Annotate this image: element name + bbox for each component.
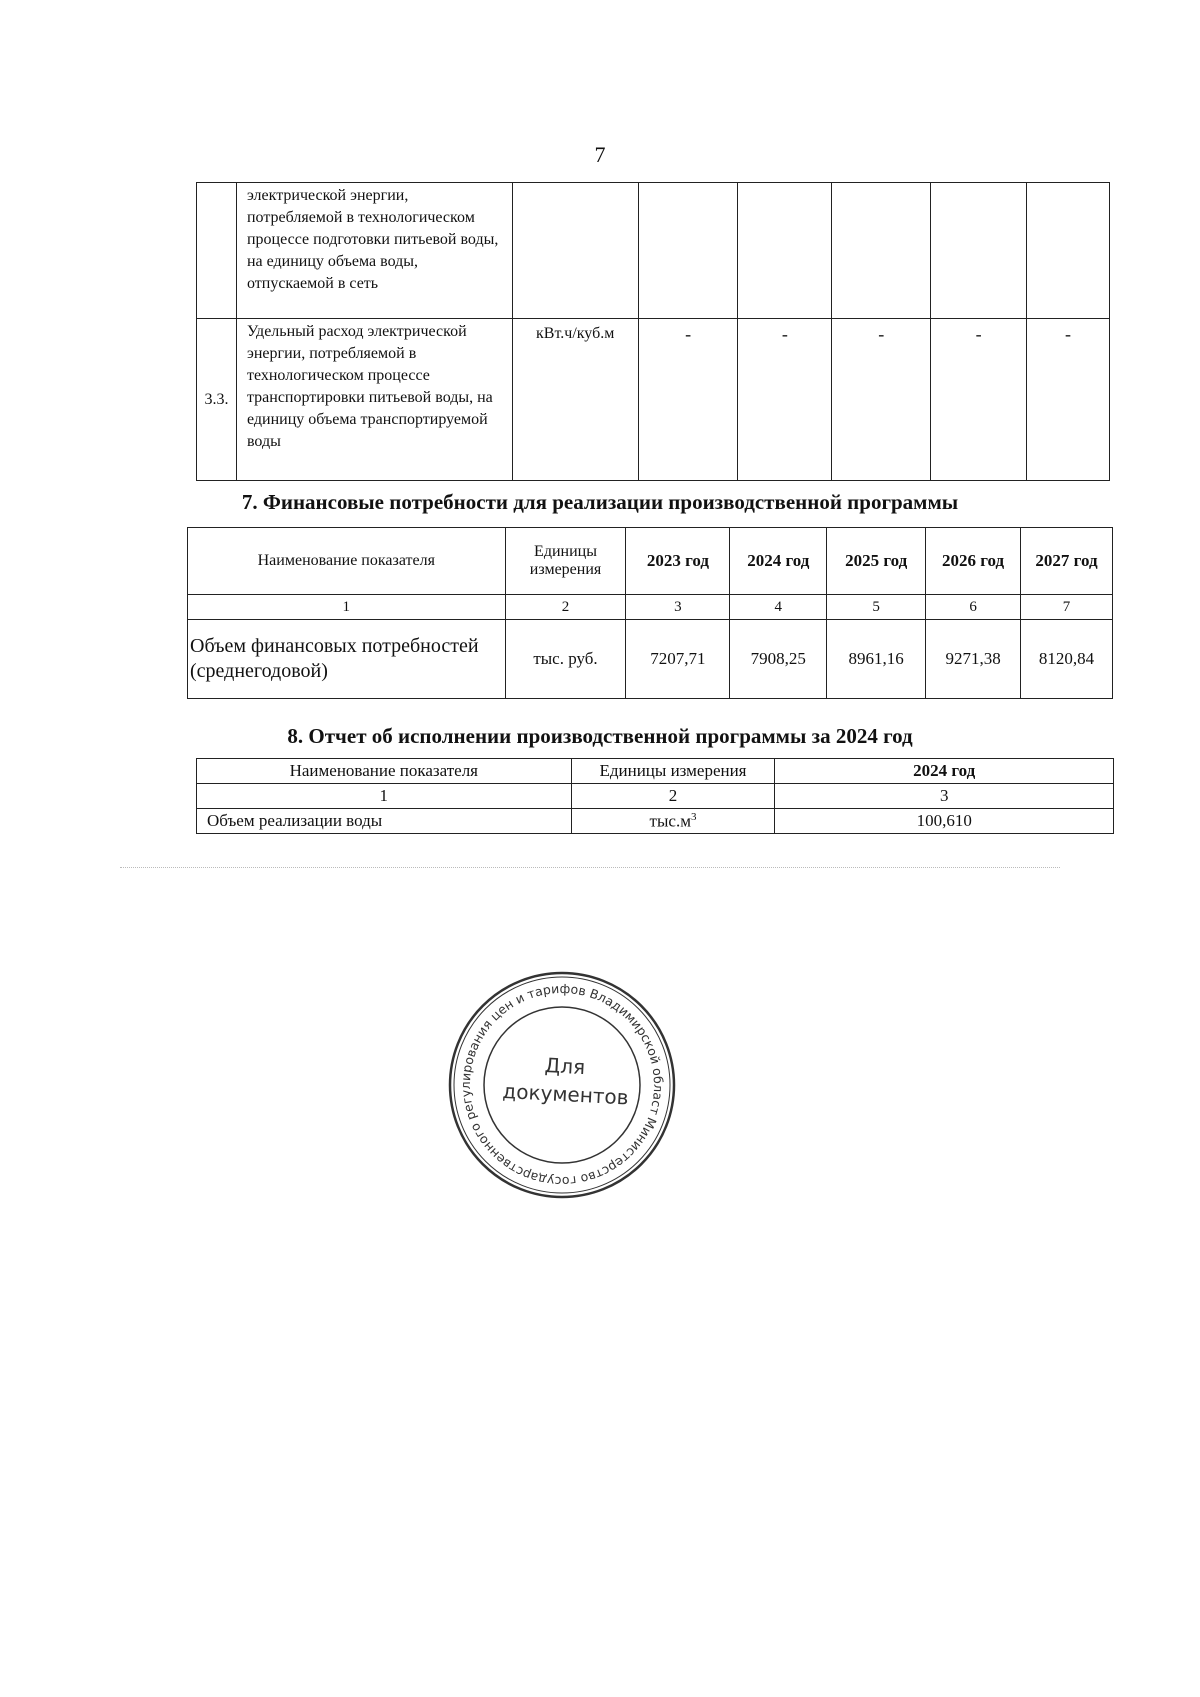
column-header: 2027 год [1021, 528, 1113, 595]
table-row [197, 809, 1114, 834]
table-row [197, 319, 1110, 481]
unit-superscript: 3 [690, 810, 697, 823]
column-index: 5 [827, 595, 926, 620]
value-cell: - [738, 319, 832, 481]
table-header-row [188, 528, 1113, 595]
value-cell: 7207,71 [626, 620, 730, 699]
column-index-row [188, 595, 1113, 620]
indicator-description: Удельный расход электрической энергии, потребляемой в технологическом процессе транспортировки питьевой воды, на единицу объема транспортируемой воды [236, 319, 512, 481]
column-index: 4 [730, 595, 827, 620]
table-row [188, 620, 1113, 699]
column-header: 2026 год [926, 528, 1021, 595]
execution-report-table [196, 758, 1114, 834]
unit-cell: тыс. руб. [505, 620, 626, 699]
section-7-heading: 7. Финансовые потребности для реализации производственной программы [241, 490, 959, 514]
value-cell: - [931, 319, 1027, 481]
indicator-description: электрической энергии, потребляемой в технологическом процессе подготовки питьевой воды, на единицу объема воды, отпускаемой в сеть [236, 183, 512, 319]
indicator-name: Объем реализации воды [197, 809, 572, 834]
table-row [197, 183, 1110, 319]
stamp-graphic [442, 965, 682, 1205]
column-header: 2025 год [827, 528, 926, 595]
column-index: 6 [926, 595, 1021, 620]
scan-artifact-line [120, 867, 1060, 868]
column-index: 3 [626, 595, 730, 620]
value-cell: - [638, 319, 738, 481]
official-stamp [442, 965, 682, 1205]
stamp-center-line-1: Для [544, 1053, 586, 1080]
value-cell: 8120,84 [1021, 620, 1113, 699]
column-index: 2 [571, 784, 775, 809]
financial-needs-table [187, 527, 1113, 699]
page-number: 7 [594, 142, 606, 167]
column-index-row [197, 784, 1114, 809]
column-index: 7 [1021, 595, 1113, 620]
column-index: 1 [197, 784, 572, 809]
unit-cell: кВт.ч/куб.м [512, 319, 638, 481]
stamp-ring-text: Министерство государственного регулирования цен и тарифов Владимирской области [457, 980, 667, 1190]
unit-text: тыс.м [649, 811, 691, 831]
column-header: 2024 год [775, 759, 1114, 784]
indicator-name: Объем финансовых потребностей (среднегодовой) [188, 620, 506, 699]
unit-cell [571, 809, 775, 834]
table-header-row [197, 759, 1114, 784]
value-cell: 7908,25 [730, 620, 827, 699]
column-header: 2023 год [626, 528, 730, 595]
column-header: Наименование показателя [197, 759, 572, 784]
value-cell: - [1027, 319, 1110, 481]
value-cell: 8961,16 [827, 620, 926, 699]
value-cell: 9271,38 [926, 620, 1021, 699]
indicators-table [196, 182, 1110, 481]
value-cell: - [832, 319, 931, 481]
stamp-center-line-2: документов [501, 1078, 630, 1110]
column-header: Наименование показателя [188, 528, 506, 595]
column-index: 2 [505, 595, 626, 620]
row-number: 3.3. [197, 319, 237, 481]
value-cell: 100,610 [775, 809, 1114, 834]
column-header: Единицы измерения [505, 528, 626, 595]
column-index: 3 [775, 784, 1114, 809]
column-index: 1 [188, 595, 506, 620]
column-header: 2024 год [730, 528, 827, 595]
column-header: Единицы измерения [571, 759, 775, 784]
section-8-heading: 8. Отчет об исполнении производственной программы за 2024 год [287, 724, 913, 748]
